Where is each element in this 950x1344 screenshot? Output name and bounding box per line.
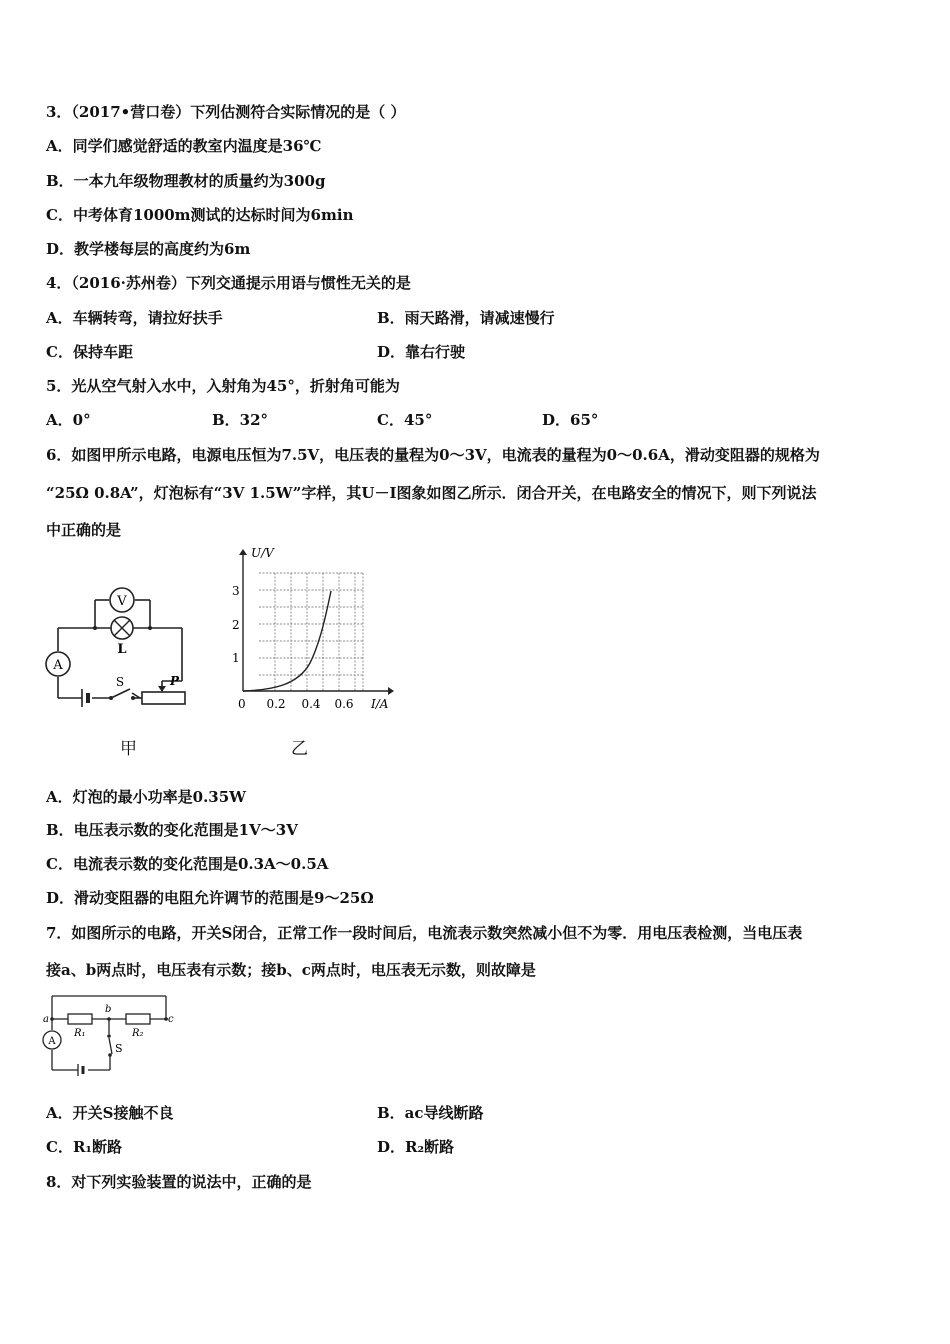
q3-stem: 3．（2017•营口卷）下列估测符合实际情况的是（ ） <box>46 103 406 121</box>
label-switch: S <box>115 1042 123 1055</box>
q3-option-b: B．一本九年级物理教材的质量约为300g <box>46 172 326 190</box>
r2-symbol <box>126 1014 150 1024</box>
q8-stem: 8．对下列实验装置的说法中，正确的是 <box>46 1173 312 1191</box>
graph-x-axis-arrow <box>388 687 394 695</box>
label-r2: R₂ <box>132 1028 144 1039</box>
graph-x-tick: 0.4 <box>301 697 321 711</box>
slider-label: P <box>170 674 180 688</box>
q4-option-b: B．雨天路滑，请减速慢行 <box>377 309 555 327</box>
q5-stem: 5．光从空气射入水中，入射角为45°，折射角可能为 <box>46 377 400 395</box>
junction-dot <box>93 626 97 630</box>
q6-option-c: C．电流表示数的变化范围是0.3A～0.5A <box>46 855 329 873</box>
q7-stem-line-2: 接a、b两点时，电压表有示数；接b、c两点时，电压表无示数，则故障是 <box>46 961 536 979</box>
q6-option-a: A．灯泡的最小功率是0.35W <box>46 788 247 806</box>
q6-option-d: D．滑动变阻器的电阻允许调节的范围是9～25Ω <box>46 889 374 907</box>
q6-fig-jia-caption: 甲 <box>120 739 137 759</box>
q7-stem-line-1: 7．如图所示的电路，开关S闭合，正常工作一段时间后，电流表示数突然减小但不为零．用电压表检测，当电压表 <box>46 924 803 942</box>
q3-option-d: D．教学楼每层的高度约为6m <box>46 240 251 258</box>
q6-stem-line-2: “25Ω 0.8A”，灯泡标有“3V 1.5W”字样，其U－I图象如图乙所示．闭合开关，在电路安全的情况下，则下列说法 <box>46 484 817 502</box>
q7-option-b: B．ac导线断路 <box>377 1104 484 1122</box>
q5-option-b: B．32° <box>212 411 269 429</box>
graph-y-axis-arrow <box>239 549 247 555</box>
ammeter-label: A <box>48 1036 56 1047</box>
q6-stem-line-1: 6．如图甲所示电路，电源电压恒为7.5V，电压表的量程为0～3V，电流表的量程为0～0.6A，滑动变阻器的规格为 <box>46 446 820 464</box>
q7-option-d: D．R₂断路 <box>377 1138 455 1156</box>
node-a <box>50 1017 54 1021</box>
switch-blade <box>109 1038 112 1054</box>
graph-y-tick: 2 <box>232 618 240 632</box>
q5-option-c: C．45° <box>377 411 433 429</box>
q6-stem-line-3: 中正确的是 <box>46 521 122 539</box>
q6-ui-graph <box>228 545 398 717</box>
graph-x-tick: 0.6 <box>334 697 354 711</box>
graph-y-tick: 3 <box>232 584 240 598</box>
graph-x-tick: 0.2 <box>266 697 286 711</box>
q7-circuit-diagram <box>40 990 190 1085</box>
q3-option-c: C．中考体育1000m测试的达标时间为6min <box>46 206 354 224</box>
switch-contact-bottom <box>108 1053 112 1057</box>
switch-contact-top <box>107 1034 111 1038</box>
graph-y-tick: 1 <box>232 651 240 665</box>
q7-option-c: C．R₁断路 <box>46 1138 122 1156</box>
q6-fig-yi-caption: 乙 <box>291 739 308 759</box>
label-b: b <box>105 1004 112 1015</box>
lamp-label: L <box>117 642 127 657</box>
q5-option-a: A．0° <box>46 411 91 429</box>
q4-option-a: A．车辆转弯，请拉好扶手 <box>46 309 223 327</box>
ammeter-label: A <box>53 658 63 673</box>
r1-symbol <box>68 1014 92 1024</box>
q3-option-a: A．同学们感觉舒适的教室内温度是36℃ <box>46 137 322 155</box>
q5-option-d: D．65° <box>542 411 599 429</box>
rheostat-slider-arrow <box>158 686 166 692</box>
switch-label: S <box>115 675 125 689</box>
label-r1: R₁ <box>74 1028 86 1039</box>
graph-y-axis-label: U/V <box>251 546 274 560</box>
node-b <box>107 1017 111 1021</box>
label-a: a <box>43 1014 49 1025</box>
label-c: c <box>168 1014 174 1025</box>
rheostat-symbol <box>142 692 185 704</box>
q6-circuit-diagram <box>40 585 200 715</box>
q6-option-b: B．电压表示数的变化范围是1V～3V <box>46 821 298 839</box>
switch-blade <box>111 689 130 698</box>
q4-stem: 4．（2016·苏州卷）下列交通提示用语与惯性无关的是 <box>46 274 411 292</box>
junction-dot <box>148 626 152 630</box>
graph-x-axis-label: I/A <box>371 697 389 711</box>
voltmeter-label: V <box>117 594 127 609</box>
graph-origin-label: 0 <box>238 697 246 711</box>
q7-option-a: A．开关S接触不良 <box>46 1104 174 1122</box>
q4-option-c: C．保持车距 <box>46 343 133 361</box>
q4-option-d: D．靠右行驶 <box>377 343 466 361</box>
